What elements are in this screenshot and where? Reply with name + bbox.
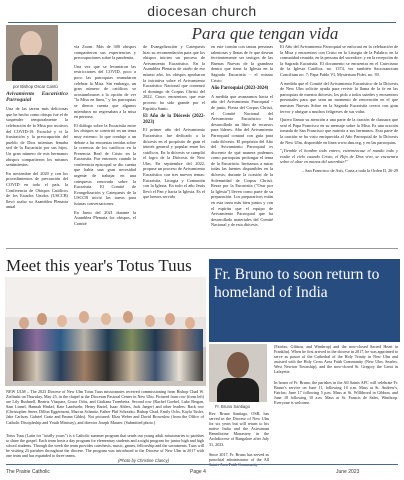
masthead-rule — [8, 22, 396, 23]
vocation-paragraph: vía Zoom. Más de 300 obispos compartieron sus experiencias y preocupaciones sobre la pandemia. — [74, 44, 136, 61]
bishop-photo — [6, 25, 58, 81]
person — [79, 311, 89, 323]
totus-body: Totus Tuus (Latin for "totally yours") is a Catholic summer program that sends out young adult missionaries to parishes to share the gospel. Each team hosts a day program for elementary students and a night program for junior high and high school students. Through the week the team provides catechesis, music, games, fellowship and the sacraments. Tuus will be visiting 23 parishes throughout the diocese. The program was introduced to the Diocese of New Ulm in 2017 with one team and has expanded to three teams. — [6, 433, 204, 459]
vocation-quote-source: – San Francisco de Asís, Carta a toda la Orden II, 26-29 — [301, 167, 398, 173]
vocation-paragraph: En noviembre del 2020 y con los procedimientos de precaución del COVID en todo el país, la Conferencia de Obispos Católicos de los Estados Unidos (USCCB) llevó acabo su Asamblea Plenaria anual — [6, 170, 68, 210]
vocation-subtitle: Avivamiento Eucarístico Parroquial — [6, 91, 68, 103]
vocation-paragraph: Quiero llamar su atención a una parte de la oración de clausura que será el Papa Francisco en su mensaje sobre la Misa. Es una oración tomada de San Francisco que nutriría a sus hermanos. Esta parte de la oración se ha visto enriquecida al Año Parroquial de la Diócesis de New Ulm, disponible en línea www.dnu.org, y en las parroquias. — [280, 117, 398, 145]
page-footer — [0, 464, 404, 480]
vocation-col-1 — [6, 92, 68, 242]
person — [165, 313, 175, 325]
vocation-subheading: El Año de la Diócesis (2022-2023) — [143, 114, 205, 125]
bishop-caption: por Bishop Oscar Cantú — [13, 84, 58, 89]
person — [57, 315, 67, 327]
bishop-face — [20, 31, 42, 57]
vocation-col-2 — [74, 44, 136, 244]
vocation-paragraph: El primer año del Avivamiento Eucarístico fue dedicado a la diócesis en el propósito de gran el interés general y popular entre los católicos. En la diócesis se cumplió el logro de la Diócesis de New Ulm. En septiembre del 2022, propuse un proceso de Avivamiento Eucarístico con tres nuevos temas: Eucaristía, Liturgia y Comunión con la Iglesia. En todo el año Jesús llevó el Pan y hacia la Iglesia. Es el que hemos servido — [143, 127, 205, 200]
vocation-paragraph: A medida que avanzamos hacia el año del Avivamiento Parroquial - de junio, Fiesta del Corpus Christi, el Comité Nacional del Avivamiento Eucarístico ha desarrollado un libro de recursos para líderes. Año del Avivamiento Parroquial contará con guía para cada diócesis. El propósito del Año del Avivamiento Parroquial es discernir de qué manera podemos como parroquias prolongar el tema de la Eucaristía. Invitamos a mirar todas las fuentes disponibles en la diócesis, durante la ocasión de la Solemnidad de Corpus Christi. Rezar por la Eucaristía ("Orar por la Iglesia") lleven como parte de su preparación. Los preparativos están en esta tarea más bien juntos y con el espíritu que el equipo de Avivamiento Parroquial que ha desarrollado materiales del Comité Nacional y de esta diócesis. — [211, 93, 273, 228]
vocation-subheading: Año Parroquial (2023-2024) — [211, 86, 269, 92]
vocation-paragraph: en este común con tantas personas talentosas y llenas de fe que desean fervientemente ser testigos de las Buenas Nuevas de la grandeza dentro que tiene la Iglesia en la Sagrada Eucaristía - el mismo Cristo. — [211, 44, 273, 83]
bruno-caption: Fr. Bruno Santiago — [215, 404, 250, 409]
photo-wall — [5, 277, 206, 317]
totus-headline: Meet this year's Totus Tuus — [6, 256, 192, 275]
section-divider — [6, 248, 398, 249]
vocation-paragraph: A medida que el Comité del Avivamiento Eucarístico de la Diócesis de New Ulm solicite ayuda para revivir la llama de la fe en las parroquias de nuestra diócesis, los pido a todos ustedes y encuentros personales para que sean un momento de renovación en el que nuestras Nuevas Sobre en la Sagrada Eucaristía crezca con gran fervor y abrigue a muchos feligreses de sus vidas. — [280, 80, 398, 114]
totus-group-photo — [5, 277, 206, 386]
vocation-paragraph: El Año del Avivamiento Parroquial se enfocará en la celebración de la Misa y encuentros con Cristo en la Liturgia de la Palabra; en la comunidad reunida, en la persona del sacerdote, y en la recepción de la Sagrada Eucaristía. El documento se encuentra en el Catecismo de la Iglesia Católica, no. 1374, vor también Sacrosanctum Concilium no. 7; Papa Pablo VI, Mysterium Fidei, no. 39. — [280, 44, 398, 77]
bruno-face — [227, 352, 249, 378]
vocation-paragraph: Una vez que se levantaron las restricciones del COVID, poco a poco las parroquias reanudaron celebrar la Misa. Sin embargo, un gran número de católicos se acostumbraron a la opción de ver "la Misa en línea," y las parroquias se dieron cuenta que algunos miembros no regresaban a la misa en persona. — [74, 63, 136, 120]
vocation-headline: Para que tengan vida — [191, 24, 339, 43]
footer-rule — [6, 464, 398, 465]
bruno-headline: Fr. Bruno to soon return to homeland of India — [214, 266, 380, 301]
vocation-col-5 — [280, 44, 398, 244]
front-row-people — [13, 351, 203, 381]
bruno-headline-box — [209, 259, 400, 342]
footer-date: June 2023 — [336, 469, 360, 475]
person — [185, 317, 195, 329]
vocation-col-4 — [211, 44, 273, 244]
vocation-paragraph: En Junio del 2021 durante la Asamblea Plenaria los obispos, el Comité — [74, 209, 136, 226]
vocation-col-3 — [143, 44, 205, 244]
vocation-paragraph: de Evangelización y Catequesis hizo su recomendación para que los obispos inicien un proceso de Avivamiento Eucarístico. En la Asamblea Plenaria de otoño de ese mismo año, los obispos aprobaron la iniciativa sobre el Avivamiento Eucarístico Nacional que comenzó el domingo de Corpus Christi del 2022. Cinco encuentros que este proceso ha sido grande por el Espíritu Santo. — [143, 44, 205, 111]
person — [19, 317, 29, 329]
person — [145, 315, 155, 327]
bruno-col-1: Rev. Bruno Santiago, OSB, has served in the Diocese of New Ulm for six years but will return to his native India and the Asirvanam Benedictine Monastery in the Archdiocese of Bangalore after July 31, 2023. Since 2017, Fr. Bruno has served as parochial administrator of the All Saints Area Faith Community — [209, 411, 269, 467]
totus-caption: NEW ULM – The 2023 Diocese of New Ulm Totus Tuus missionaries received commissioning from Bishop Chad W. Zielinski on Thursday, May 25, in the chapel at the Diocesan Pastoral Center in New Ulm. Pictured front row (from left) are Lily Bushnell, Beatriz Vázquez, Grace Ochs, and Giuliana Trombetta. Second row (Rachel Goebel, Luke Bergan, Sam Linnel, Hannah Hinkel, Kate Landwehr, Henry Bartel, Isaac Ahlers, Jack Jaeger) and other leaders. Back row (Christopher Sneer, Dillon Eggermont, Marcus Schmitz, Father Phil Schotzko, Bishop Chad, Emily Ochs, Kayla Tusler, Jake Carlson, Gabriel Gratz and Emma Gibbs). Not pictured: Eliza Weber and David Brownlow (from the Office of Catholic Discipleship and Youth Ministry), and director Joseph Maurer. (Submitted photo.) — [6, 389, 204, 425]
masthead: diocesan church — [147, 3, 257, 19]
vocation-quote: "¡Tiemble el hombre todo entero, estremézcase el mundo todo y exulte el cielo cuando Cristo, el Hijo de Dios vivo, se encuentra sobre el altar en manos del sacerdote!" — [280, 148, 398, 165]
bishop-clothing — [12, 55, 52, 81]
totus-photo-credit: (Photo by Christine Clancy) — [118, 458, 169, 463]
bruno-col-2: (Fairfax, Gibbon, and Winthrop) and the now-closed Sacred Heart in Franklin). When he first arrived in the diocese in 2017, he was appointed to serve as pastor of the Cathedral of the Holy Trinity in New Ulm and assisted with the Holy Cross Area Faith Community (New Ulm, Searles, West Newton Township), and the now-closed St. Gregory the Great in Lafayette. In honor of Fr. Bruno, the parishes in the All Saints AFC will celebrate Fr. Bruno's service on June 11, following 10 a.m. Mass at St. Andrew's, Fairfax; June 17 following 5 p.m. Mass at St. Willibrord in Gibbon, and June 18 following 10 a.m. Mass at St. Francis de Sales, Winthrop. Everyone is welcome. — [274, 344, 398, 406]
person — [37, 313, 47, 325]
bruno-photo — [209, 344, 267, 402]
person — [123, 311, 133, 323]
footer-page: Page 4 — [190, 469, 206, 475]
vocation-paragraph: Una de las tareas más deliciosas que he hecho como obispo fue el de suspender temporalmente la celebración de la Misa por motivos del COVID-19. Escuché y vi la frustración y la preocupación del pueblo de Dios mientras lemaba sed de la Eucaristía por sus hijos. Un gran número de mis hermanos obispos compartieron los mismos sentimientos. — [6, 106, 68, 168]
footer-publication: The Prairie Catholic — [6, 469, 50, 475]
bruno-clothing — [217, 378, 259, 402]
vocation-paragraph: El diálogo sobre la Eucaristía entre los obispos se convirtió en un tema muy extenso: lo que condujo a un debate a las encuestas tenidas sobre la creencia de los católicos en la Presencia Real de Cristo en la Eucaristía. Fue entonces cuando la conferencia episcopal se dio cuenta que había una gran necesidad urgente de trabajar en una catequesis renovada sobre la Eucaristía. El Comité de Evangelización y Catequesis de la USCCB inició las tareas para futuras conversaciones. — [74, 122, 136, 207]
person — [101, 313, 111, 325]
